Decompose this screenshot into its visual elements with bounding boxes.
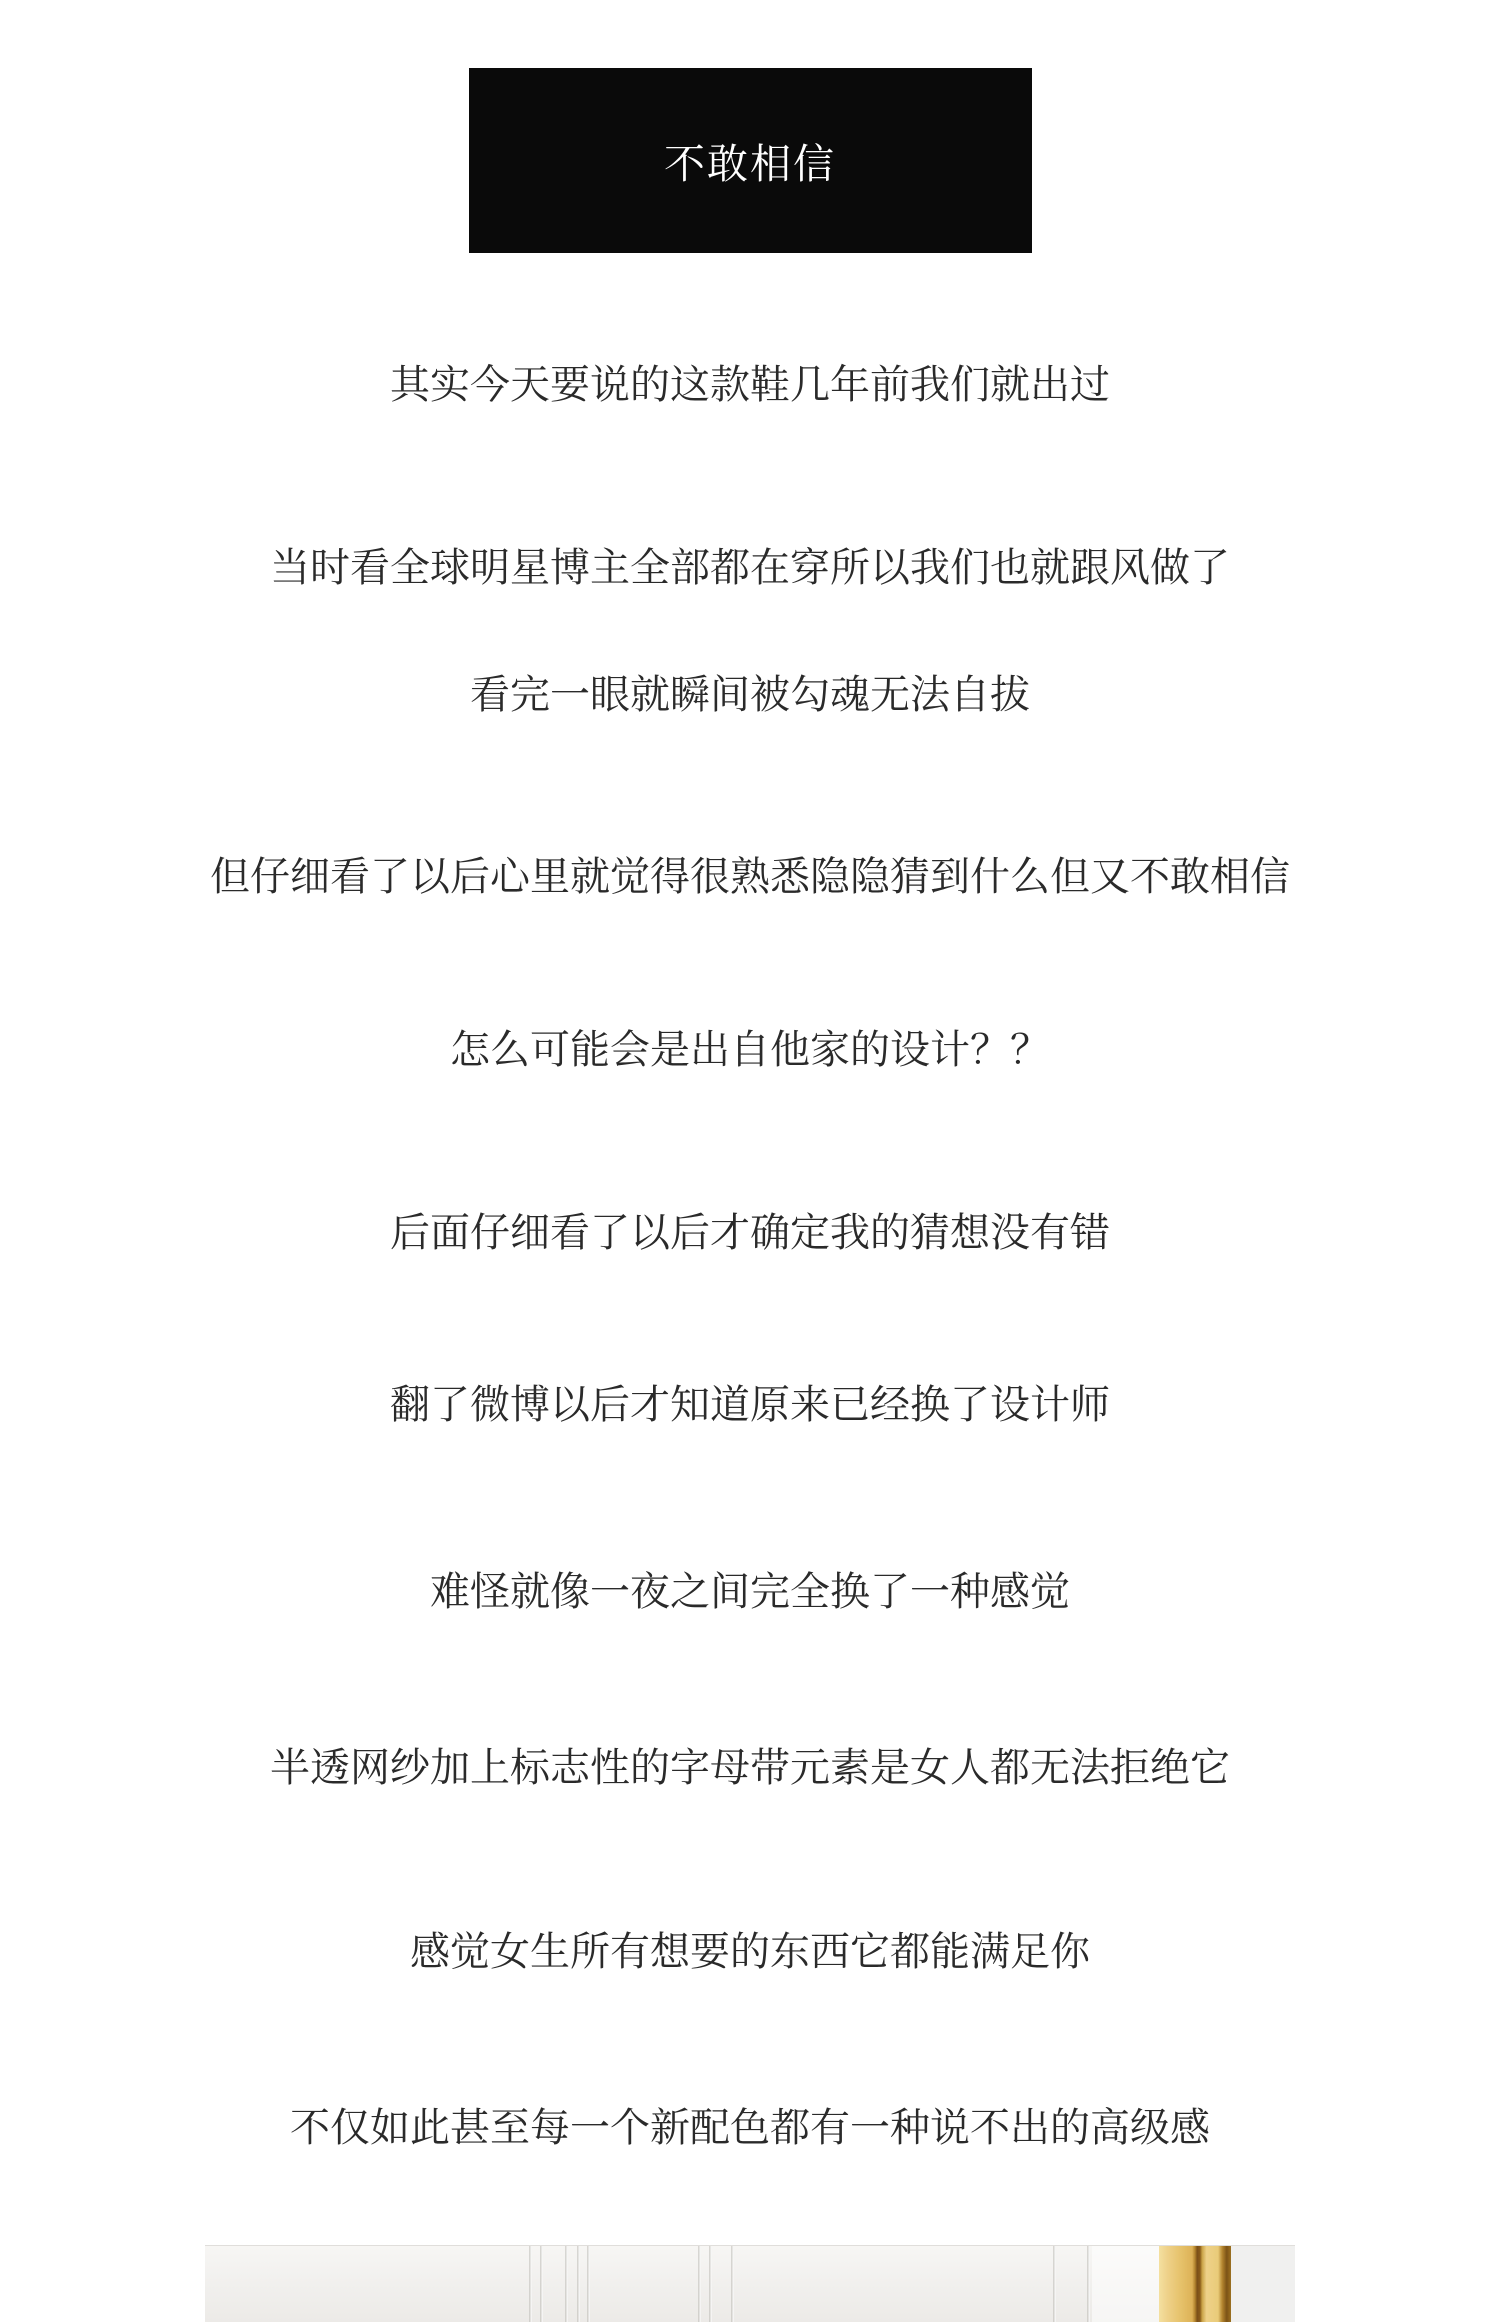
paragraph-7: 翻了微博以后才知道原来已经换了设计师 <box>390 1382 1110 1428</box>
paragraph-4: 但仔细看了以后心里就觉得很熟悉隐隐猜到什么但又不敢相信 <box>210 854 1290 900</box>
paragraph-5: 怎么可能会是出自他家的设计？？ <box>450 1027 1050 1073</box>
paragraph-11: 不仅如此甚至每一个新配色都有一种说不出的高级感 <box>290 2105 1210 2151</box>
door-panel-groove <box>731 2246 734 2322</box>
gold-mirror-frame-edge <box>1159 2246 1231 2322</box>
paragraph-3: 看完一眼就瞬间被勾魂无法自拔 <box>470 672 1030 718</box>
door-panel-groove <box>1087 2246 1090 2322</box>
door-panel-groove <box>565 2246 568 2322</box>
section-heading-banner <box>469 68 1032 253</box>
paragraph-10: 感觉女生所有想要的东西它都能满足你 <box>410 1929 1090 1975</box>
door-panel-groove <box>709 2246 712 2322</box>
mirror-surface <box>1231 2246 1295 2322</box>
banner-label: 不敢相信 <box>664 140 836 188</box>
door-panel-groove <box>577 2246 580 2322</box>
paragraph-6: 后面仔细看了以后才确定我的猜想没有错 <box>390 1210 1110 1256</box>
paragraph-2: 当时看全球明星博主全部都在穿所以我们也就跟风做了 <box>270 545 1230 591</box>
door-panel-groove <box>698 2246 701 2322</box>
door-panel-groove <box>540 2246 543 2322</box>
door-panel-groove <box>1053 2246 1056 2322</box>
paragraph-1: 其实今天要说的这款鞋几年前我们就出过 <box>390 362 1110 408</box>
door-photo <box>205 2245 1295 2322</box>
door-panel-groove <box>587 2246 590 2322</box>
wall-highlight <box>1092 2246 1159 2322</box>
paragraph-8: 难怪就像一夜之间完全换了一种感觉 <box>430 1569 1070 1615</box>
door-panel-groove <box>529 2246 532 2322</box>
paragraph-9: 半透网纱加上标志性的字母带元素是女人都无法拒绝它 <box>270 1745 1230 1791</box>
